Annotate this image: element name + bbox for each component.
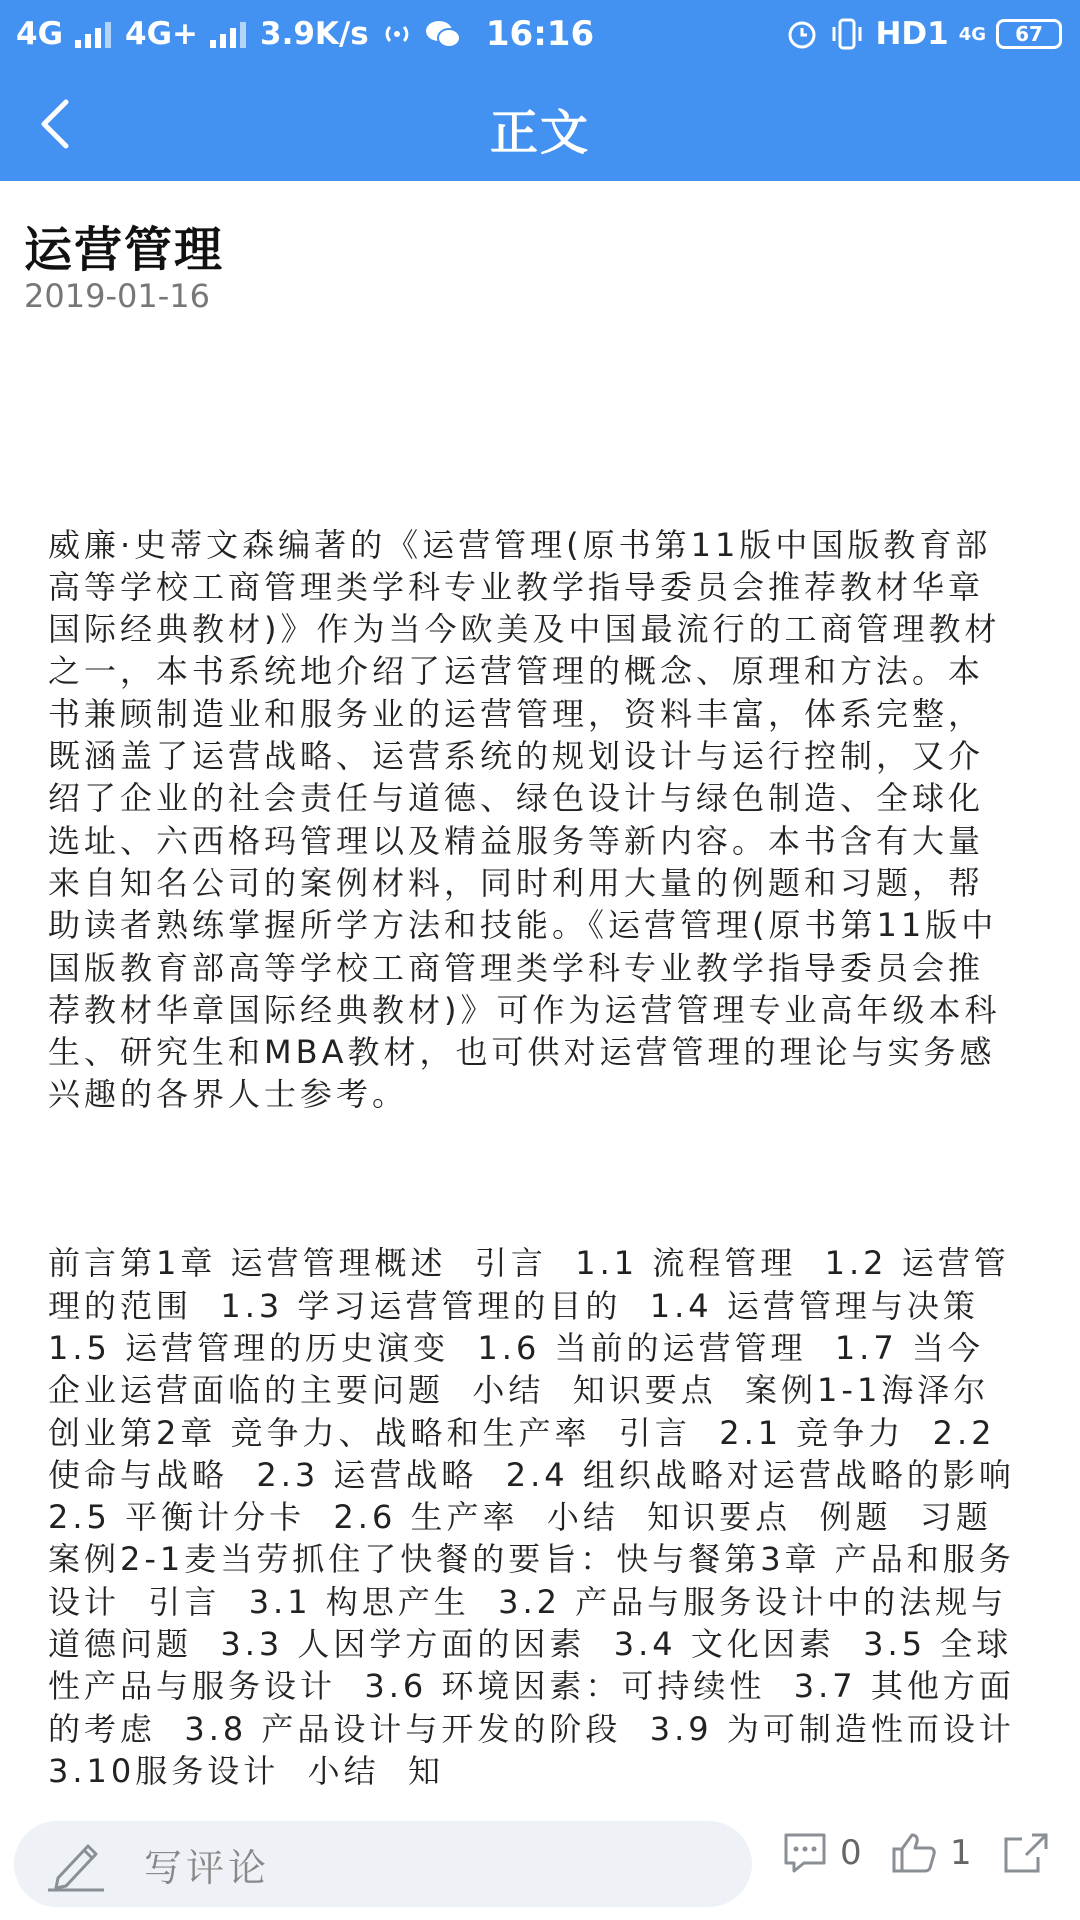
nav-bar bbox=[0, 72, 1080, 181]
bottom-action-bar bbox=[0, 1801, 1080, 1920]
battery-icon bbox=[996, 19, 1062, 49]
article-content[interactable] bbox=[0, 181, 1080, 1801]
network-speed: 3.9K/s bbox=[260, 16, 369, 52]
like-button[interactable] bbox=[890, 1831, 972, 1875]
comment-button[interactable] bbox=[782, 1831, 862, 1875]
article-paragraph: 威廉·史蒂文森编著的《运营管理(原书第11版中国版教育部高等学校工商管理类学科专业教学指导委员会推荐教材华章国际经典教材)》作为当今欧美及中国最流行的工商管理教材之一，本书系统地介绍了运营管理的概念、原理和方法。本书兼顾制造业和服务业的运营管理，资料丰富，体系完整，既涵盖了运营战略、运营系统的规划设计与运行控制，又介绍了企业的社会责任与道德、绿色设计与绿色制造、全球化选址、六西格玛管理以及精益服务等新内容。本书含有大量来自知名公司的案例材料，同时利用大量的例题和习题，帮助读者熟练掌握所学方法和技能。《运营管理(原书第11版中国版教育部高等学校工商管理类学科专业教学指导委员会推荐教材华章国际经典教材)》可作为运营管理专业高年级本科生、研究生和MBA教材，也可供对运营管理的理论与实务感兴趣的各界人士参考。 bbox=[48, 525, 1001, 1114]
like-count: 1 bbox=[950, 1833, 972, 1873]
battery-level: 67 bbox=[1015, 22, 1043, 46]
status-right bbox=[785, 16, 1062, 52]
network-label-2: 4G+ bbox=[125, 16, 199, 52]
network-label-1: 4G bbox=[16, 16, 64, 52]
comment-icon bbox=[782, 1831, 828, 1875]
comment-input[interactable] bbox=[14, 1821, 752, 1907]
status-bar bbox=[0, 0, 1080, 72]
pen-icon bbox=[44, 1836, 108, 1892]
top-bar bbox=[0, 0, 1080, 181]
vibrate-icon bbox=[829, 17, 865, 51]
share-icon bbox=[1002, 1831, 1050, 1875]
article-title: 运营管理 bbox=[24, 222, 225, 278]
alarm-icon bbox=[785, 17, 819, 51]
article-paragraph: 前言第1章 运营管理概述 引言 1.1 流程管理 1.2 运营管理的范围 1.3 学习运营管理的目的 1.4 运营管理与决策 1.5 运营管理的历史演变 1.6 当前的运营管理 1.7 当今企业运营面临的主要问题 小结 知识要点 案例1-1海泽尔创业第2章 竞争力、战略和生产率 引言 2.1 竞争力 2.2 使命与战略 2.3 运营战略 2.4 组织战略对运营战略的影响 2.5 平衡计分卡 2.6 生产率 小结 知识要点 例题 习题 案例2-1麦当劳抓住了快餐的要旨：快与餐第3章 产品和服务设计 引言 3.1 构思产生 3.2 产品与服务设计中的法规与道德问题 3.3 人因学方面的因素 3.4 文化因素 3.5 全球性产品与服务设计 3.6 环境因素：可持续性 3.7 其他方面的考虑 3.8 产品设计与开发的阶段 3.9 为可制造性而设计 3.10服务设计 小结 知 bbox=[48, 1244, 1044, 1790]
comment-placeholder: 写评论 bbox=[144, 1845, 271, 1890]
page-title: 正文 bbox=[489, 105, 590, 161]
article-date: 2019-01-16 bbox=[24, 277, 210, 315]
article-body bbox=[48, 439, 1044, 1801]
status-time: 16:16 bbox=[485, 14, 595, 54]
network-label-small: 4G bbox=[958, 23, 986, 45]
hd-label: HD1 bbox=[875, 16, 949, 52]
thumbs-up-icon bbox=[890, 1831, 938, 1875]
share-button[interactable] bbox=[1002, 1831, 1050, 1875]
comment-count: 0 bbox=[840, 1833, 862, 1873]
